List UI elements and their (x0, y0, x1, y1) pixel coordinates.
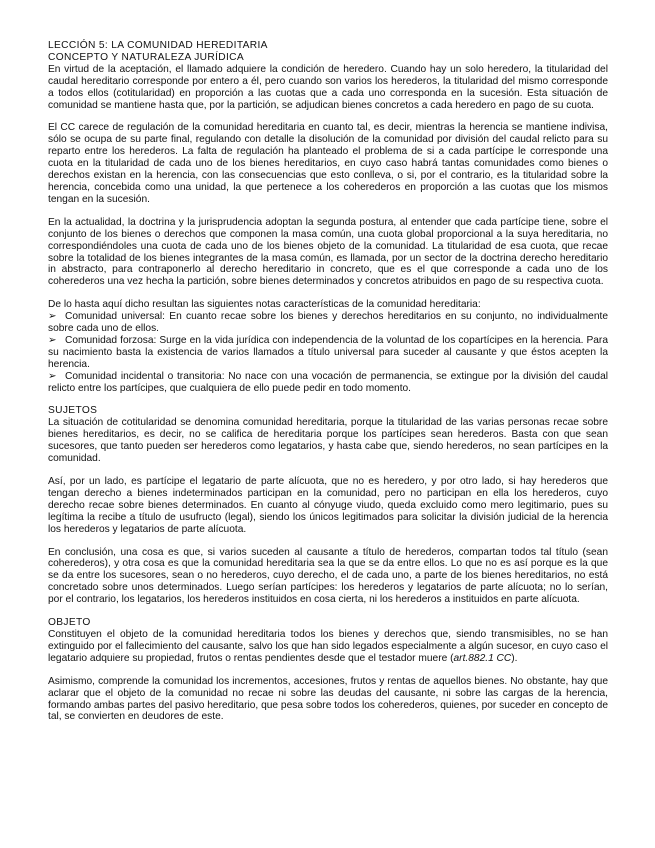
object-text-end: ). (511, 652, 518, 664)
concept-paragraph-1: En virtud de la aceptación, el llamado adquiere la condición de heredero. Cuando hay un solo heredero, la titularidad del caudal hereditario corresponde por entero a él, pero cuando son varios los herederos, la titularidad del mismo corresponde a todos ellos (cotitularidad) en proporción a las cuotas que a cada uno corresponda en la sucesión. Esta situación de comunidad se mantiene hasta que, por la partición, se adjudican bienes concretos a cada heredero en pago de su cuota. (48, 63, 608, 111)
object-paragraph-1 (48, 629, 608, 665)
object-paragraph-2: Asimismo, comprende la comunidad los incrementos, accesiones, frutos y rentas de aquellos bienes. No obstante, hay que aclarar que el objeto de la comunidad no recae ni sobre las deudas del causante, ni sobre las cargas de la herencia, formando ambas partes del pasivo hereditario, que pesa sobre todos los coherederos, quienes, por suceder en concepto de tal, se convierten en deudores de este. (48, 675, 608, 723)
bullet-text: Comunidad incidental o transitoria: No nace con una vocación de permanencia, se extingue por la división del caudal relicto entre los partícipes, que cualquiera de ello puede pedir en todo momento. (48, 370, 608, 394)
bullet-incidental (48, 371, 608, 395)
arrow-bullet-icon: ➢ (48, 334, 57, 346)
concept-heading: CONCEPTO Y NATURALEZA JURÍDICA (48, 51, 244, 63)
arrow-bullet-icon: ➢ (48, 311, 57, 323)
concept-paragraph-2: El CC carece de regulación de la comunidad hereditaria en cuanto tal, es decir, mientras la herencia se mantiene indivisa, sólo se ocupa de su parte final, regulando con detalle la disolución de la comunidad por división del caudal relicto para su reparto entre los herederos. La falta de regulación ha planteado el problema de si a cada partícipe le corresponde una cuota en la titularidad de cada uno de los bienes hereditarios, en cuyo caso habrá tantas comunidades como bienes o derechos existan en la herencia, con las consecuencias que esto conlleva, o si, por el contrario, es la titularidad sobre la herencia, concebida como una unidad, la que pertenece a los coherederos en proporción a las cuotas que los mismos tengan en la sucesión. (48, 122, 608, 205)
object-text: Constituyen el objeto de la comunidad hereditaria todos los bienes y derechos que, siendo transmisibles, no se han extinguido por el fallecimiento del causante, salvo los que han sido legados especialmente a algún sucesor, en cuyo caso el legatario adquiere su propiedad, frutos o rentas pendientes desde que el testador muere ( (48, 628, 608, 664)
subjects-paragraph-2: Así, por un lado, es partícipe el legatario de parte alícuota, que no es heredero, y por otro lado, si hay herederos que tengan derecho a bienes indeterminados participan en la comunidad, pero no participan en ella los herederos, cuyo derecho recae sobre bienes determinados. En cuanto al cónyuge viudo, queda excluido como mero legitimario, pues su legítima la recibe a título de usufructo (legal), siendo los únicos legitimados para solicitar la división judicial de la herencia los herederos y legatarios de parte alícuota. (48, 476, 608, 535)
arrow-bullet-icon: ➢ (48, 370, 57, 382)
document-title: LECCIÓN 5: LA COMUNIDAD HEREDITARIA (48, 40, 268, 51)
concept-paragraph-3: En la actualidad, la doctrina y la jurisprudencia adoptan la segunda postura, al entender que cada partícipe tiene, sobre el conjunto de los bienes o derechos que componen la masa común, una cuota global proporcional a la suya hereditaria, no correspondiéndoles una cuota de cada uno de los bienes objeto de la comunidad. La titularidad de esa cuota, que recae sobre la totalidad de los bienes integrantes de la masa común, es llamada, por un sector de la doctrina derecho hereditario in abstracto, para contraponerlo al derecho hereditario in concreto, que es el que corresponde a cada uno de los coherederos una vez hecha la partición, sobre bienes determinados y concretos atribuidos en pago de su respectiva cuota. (48, 216, 608, 288)
bullet-forzosa (48, 335, 608, 371)
concept-paragraph-4: De lo hasta aquí dicho resultan las siguientes notas características de la comunidad hereditaria: (48, 299, 481, 311)
bullet-text: Comunidad universal: En cuanto recae sobre los bienes y derechos hereditarios en su conjunto, no individualmente sobre cada uno de ellos. (48, 311, 608, 335)
subjects-heading: SUJETOS (48, 405, 98, 417)
bullet-text: Comunidad forzosa: Surge en la vida jurídica con independencia de la voluntad de los copartícipes en la herencia. Para su nacimiento basta la existencia de varios llamados a título universal para suceder al causante y que éstos acepten la herencia. (48, 334, 608, 370)
article-reference: art.882.1 CC (453, 652, 512, 664)
subjects-paragraph-1: La situación de cotitularidad se denomina comunidad hereditaria, porque la titularidad de las varias personas recae sobre bienes hereditarios, es decir, no se califica de hereditaria porque los partícipes sean herederos. Basta con que sean sucesores, que tanto pueden ser herederos como legatarios, y hasta cabe que, siendo herederos, no sean partícipes en la comunidad. (48, 417, 608, 465)
document-page (48, 40, 608, 723)
subjects-paragraph-3: En conclusión, una cosa es que, si varios suceden al causante a título de herederos, compartan todos tal título (sean coherederos), y otra cosa es que la comunidad hereditaria sea la que se da entre ellos. Lo que no es así porque es la que se da entre los sucesores, sean o no herederos, cuyo derecho, el de cada uno, a parte de los bienes hereditarios, no está concretado sobre unos determinados. Luego serían partícipes: los herederos y legatarios de parte alícuota; no lo serían, por el contrario, los legatarios, los herederos instituidos en cosa cierta, ni los herederos a instituidos en parte alícuota. (48, 546, 608, 606)
bullet-universal (48, 311, 608, 335)
object-heading: OBJETO (48, 617, 91, 629)
